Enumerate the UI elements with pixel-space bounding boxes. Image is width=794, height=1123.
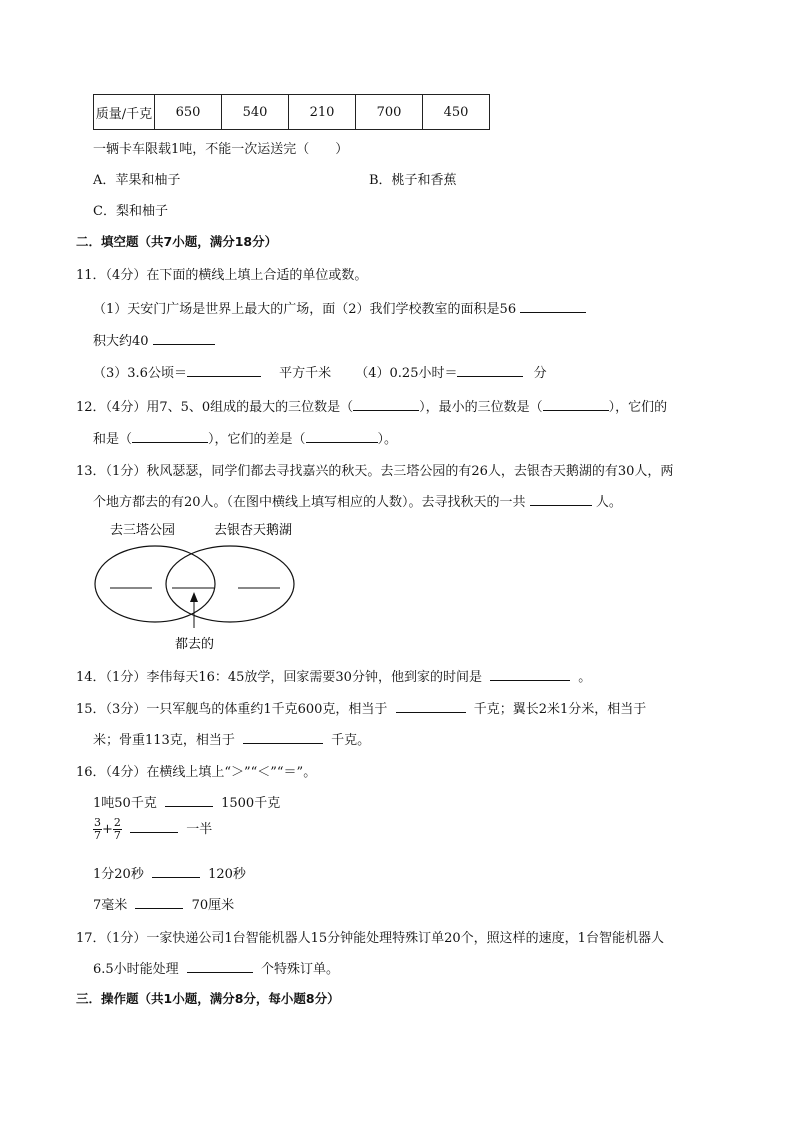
q13-unit: 人。 — [595, 495, 622, 510]
table-cell: 质量/千克 — [94, 95, 155, 130]
answer-blank[interactable] — [543, 397, 609, 411]
q11-part3-text: （3）3.6公顷＝ — [93, 366, 187, 381]
q17-line2 — [93, 958, 339, 977]
q15-text: 15．（3分）一只军舰鸟的体重约1千克600克，相当于 — [76, 702, 388, 717]
q14 — [76, 666, 591, 685]
q16-row2 — [93, 817, 212, 842]
q12-line2 — [93, 428, 397, 447]
answer-blank[interactable] — [353, 397, 419, 411]
q16-right: 1500千克 — [221, 796, 281, 811]
q14-end: 。 — [578, 670, 592, 685]
table-cell: 700 — [356, 95, 423, 130]
answer-blank[interactable] — [165, 793, 213, 807]
q10-option-a: A．苹果和柚子 — [93, 173, 181, 188]
q11-part3-4 — [93, 362, 547, 381]
section-2-title: 二．填空题（共7小题，满分18分） — [76, 234, 278, 249]
table-cell: 540 — [222, 95, 289, 130]
table-cell: 650 — [155, 95, 222, 130]
answer-blank[interactable] — [135, 895, 183, 909]
q11-part2-text: （2）我们学校教室的面积是56 — [335, 302, 517, 317]
answer-blank[interactable] — [243, 730, 323, 744]
q16-left: 7毫米 — [93, 898, 128, 913]
q11-part4-text: （4）0.25小时＝ — [355, 366, 458, 381]
answer-blank[interactable] — [396, 699, 466, 713]
q10-stem: 一辆卡车限载1吨，不能一次运送完（ ） — [93, 142, 349, 157]
q15-text: 米；骨重113克，相当于 — [93, 733, 235, 748]
q13-line2 — [93, 491, 622, 510]
q11-stem: 11．（4分）在下面的横线上填上合适的单位或数。 — [76, 268, 368, 283]
venn-label-right: 去银杏天鹅湖 — [214, 523, 293, 538]
q16-right: 120秒 — [208, 867, 246, 882]
q16-right: 一半 — [186, 822, 213, 837]
answer-blank[interactable] — [153, 331, 215, 345]
q17-text: 6.5小时能处理 — [93, 962, 179, 977]
q11-part1-line2 — [93, 330, 215, 349]
q10-option-c: C．梨和柚子 — [93, 204, 168, 219]
answer-blank[interactable] — [520, 299, 586, 313]
answer-blank[interactable] — [490, 667, 570, 681]
answer-blank[interactable] — [132, 429, 208, 443]
fraction: $\frac{2}{7}$ — [113, 816, 121, 842]
venn-circle-right — [166, 546, 294, 622]
table-cell: 210 — [289, 95, 356, 130]
q11-part1b-text: 积大约40 — [93, 334, 149, 349]
q16-left: 1分20秒 — [93, 867, 144, 882]
q16-row1 — [93, 792, 280, 811]
q12-text: 和是（ — [93, 432, 133, 447]
q16-row4 — [93, 894, 234, 913]
q16-right: 70厘米 — [191, 898, 235, 913]
q11-part3-unit: 平方千米 — [279, 366, 332, 381]
q17-line1: 17．（1分）一家快递公司1台智能机器人15分钟能处理特殊订单20个，照这样的速度，1台智能机器人 — [76, 931, 664, 946]
q11-part1-text: （1）天安门广场是世界上最大的广场，面 — [93, 302, 336, 317]
q16-left: 1吨50千克 — [93, 796, 157, 811]
answer-blank[interactable] — [306, 429, 378, 443]
venn-circle-left — [95, 546, 215, 622]
mass-table — [93, 94, 490, 130]
venn-arrow-head — [190, 592, 198, 602]
q16-stem: 16．（4分）在横线上填上“＞”“＜”“＝”。 — [76, 765, 317, 780]
q16-row3 — [93, 863, 246, 882]
q14-text: 14．（1分）李伟每天16：45放学，回家需要30分钟，他到家的时间是 — [76, 670, 482, 685]
answer-blank[interactable] — [187, 959, 253, 973]
q17-text: 个特殊订单。 — [260, 962, 339, 977]
q12-text: ），它们的差是（ — [208, 432, 306, 447]
q15-text: 千克；翼长2米1分米，相当于 — [473, 702, 647, 717]
answer-blank[interactable] — [152, 864, 200, 878]
q15-line2 — [93, 729, 370, 748]
q11-part4-unit: 分 — [533, 366, 547, 381]
q11-part1-line1 — [93, 298, 586, 317]
q12-text: ），最小的三位数是（ — [419, 400, 543, 415]
q12-line1 — [76, 396, 667, 415]
table-row — [94, 95, 490, 130]
plus-sign: + — [102, 822, 113, 837]
answer-blank[interactable] — [130, 819, 178, 833]
answer-blank[interactable] — [457, 363, 523, 377]
venn-diagram — [90, 515, 310, 655]
venn-label-left: 去三塔公园 — [110, 523, 176, 538]
q12-text: ），它们的 — [608, 400, 668, 415]
venn-label-bottom: 都去的 — [175, 637, 215, 652]
q13-line1: 13．（1分）秋风瑟瑟，同学们都去寻找嘉兴的秋天。去三塔公园的有26人，去银杏天鹅湖的有30人，两 — [76, 464, 674, 479]
q10-option-b: B．桃子和香蕉 — [369, 173, 457, 188]
table-cell: 450 — [423, 95, 490, 130]
section-3-title: 三．操作题（共1小题，满分8分，每小题8分） — [76, 991, 340, 1006]
answer-blank[interactable] — [187, 363, 261, 377]
fraction: $\frac{3}{7}$ — [94, 816, 101, 842]
q12-text: 12．（4分）用7、5、0组成的最大的三位数是（ — [76, 400, 354, 415]
q12-text: ）。 — [377, 432, 398, 447]
q15-text: 千克。 — [331, 733, 371, 748]
q15-line1 — [76, 698, 646, 717]
q13-text: 个地方都去的有20人。（在图中横线上填写相应的人数）。去寻找秋天的一共 — [93, 495, 526, 510]
answer-blank[interactable] — [530, 492, 592, 506]
